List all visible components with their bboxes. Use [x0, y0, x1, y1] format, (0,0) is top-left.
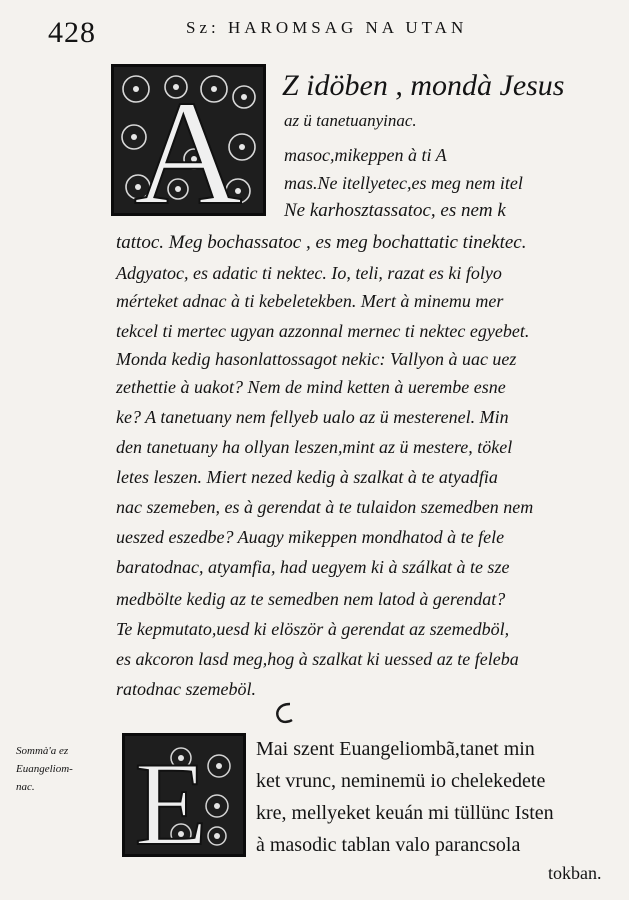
text-line: tattoc. Meg bochassatoc , es meg bochattatic tinektec.	[116, 232, 527, 253]
text-line: Mai szent Euangeliombã,tanet min	[256, 738, 535, 760]
text-line: den tanetuany ha ollyan leszen,mint az ü mestere, tökel	[116, 437, 513, 457]
floral-ornament-icon	[114, 67, 263, 213]
text-line: az ü tanetuanyinac.	[284, 111, 417, 130]
text-line: Adgyatoc, es adatic ti nektec. Io, teli, razat es ki folyo	[116, 263, 502, 283]
text-line: baratodnac, atyamfia, had uegyem ki à szálkat à te sze	[116, 557, 510, 577]
text-line: letes leszen. Miert nezed kedig à szalkat à te atyadfia	[116, 467, 498, 487]
decorated-initial-e	[122, 733, 246, 857]
text-line: tekcel ti mertec ugyan azzonnal mernec ti nektec egyebet.	[116, 321, 530, 341]
floral-ornament-icon	[125, 736, 243, 854]
initial-letter-a: A	[133, 70, 243, 213]
decorated-initial-a	[111, 64, 266, 216]
text-line: kre, mellyeket keuán mi tüllünc Isten	[256, 802, 554, 824]
text-line: ratodnac szemeböl.	[116, 679, 256, 699]
page-number: 428	[48, 16, 96, 49]
margin-note-line: Sommà'a ez	[16, 745, 69, 757]
text-line: mas.Ne itellyetec,es meg nem itel	[284, 173, 523, 193]
text-line: à masodic tablan valo parancsola	[256, 834, 521, 856]
margin-note-line: nac.	[16, 781, 35, 793]
text-line: Monda kedig hasonlattossagot nekic: Vallyon à uac uez	[116, 349, 517, 369]
text-line: Z idöben , mondà Jesus	[282, 69, 565, 102]
text-line: nac szemeben, es à gerendat à te tulaidon szemedben nem	[116, 497, 534, 517]
text-line: zethettie à uakot? Nem de mind ketten à uerembe esne	[116, 377, 506, 397]
text-line: ket vrunc, neminemü io chelekedete	[256, 770, 546, 792]
text-line: es akcoron lasd meg,hog à szalkat ki uessed az te feleba	[116, 649, 519, 669]
text-line: Te kepmutato,uesd ki elöször à gerendat az szemedböl,	[116, 619, 510, 639]
margin-note-line: Euangeliom-	[16, 763, 73, 775]
text-line: mérteket adnac à ti kebeletekben. Mert à minemu mer	[116, 291, 504, 311]
initial-letter-e: E	[134, 737, 208, 854]
text-line: Ne karhosztassatoc, es nem k	[284, 200, 506, 221]
curved-mark-icon	[270, 700, 296, 726]
text-line: masoc,mikeppen à ti A	[284, 145, 447, 165]
running-title: Sz: HAROMSAG NA UTAN	[186, 18, 468, 37]
text-line: ke? A tanetuany nem fellyeb ualo az ü mesterenel. Min	[116, 407, 509, 427]
text-line: medbölte kedig az te semedben nem latod à gerendat?	[116, 589, 506, 609]
text-line: tokban.	[548, 863, 602, 883]
text-line: ueszed eszedbe? Auagy mikeppen mondhatod à te fele	[116, 527, 505, 547]
